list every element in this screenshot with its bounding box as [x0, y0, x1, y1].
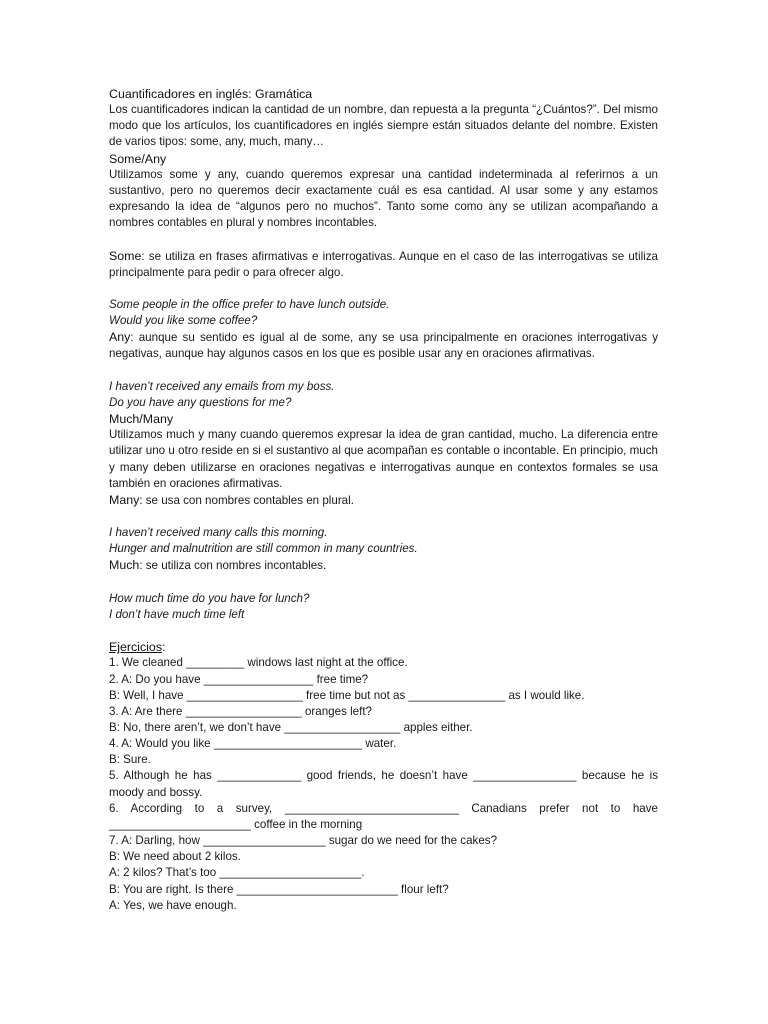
spacer — [109, 623, 658, 639]
much-many-paragraph: Utilizamos much y many cuando queremos expresar la idea de gran cantidad, mucho. La diferencia entre utilizar uno u otro reside en si el sustantivo al que acompañan es contable o incontable. En principio, much y many deben utilizarse en oraciones negativas e interrogativas aunque en contextos formales se usa también en oraciones afirmativas. — [109, 428, 658, 490]
any-paragraph — [109, 329, 658, 362]
spacer — [109, 509, 658, 525]
exercise-line: B: Well, I have __________________ free time but not as _______________ as I would like. — [109, 688, 585, 702]
exercise-line: B: You are right. Is there _________________________ flour left? — [109, 882, 449, 896]
much-term: Much — [109, 558, 140, 573]
any-description: : aunque su sentido es igual al de some, any se usa principalmente en oraciones interrogativas y negativas, aunque hay algunos casos en los que es posible usar any en oraciones afirmativas. — [109, 331, 658, 361]
much-example-2: I don’t have much time left — [109, 607, 245, 621]
document-page — [109, 86, 658, 914]
many-term: Many — [109, 492, 140, 507]
exercise-line: 5. Although he has _____________ good friends, he doesn’t have ________________ because he is moody and bossy. — [109, 769, 658, 799]
spacer — [109, 231, 658, 247]
some-example-2: Would you like some coffee? — [109, 314, 258, 328]
exercise-line: 1. We cleaned _________ windows last night at the office. — [109, 656, 408, 670]
many-description: : se usa con nombres contables en plural. — [139, 493, 354, 507]
much-description: : se utiliza con nombres incontables. — [139, 559, 327, 573]
exercise-line: 7. A: Darling, how ___________________ sugar do we need for the cakes? — [109, 834, 498, 848]
some-any-heading: Some/Any — [109, 151, 167, 166]
exercise-line: B: Sure. — [109, 753, 151, 767]
some-description: : se utiliza en frases afirmativas e interrogativas. Aunque en el caso de las interrogativas se utiliza principalmente para pedir o para ofrecer algo. — [109, 249, 658, 279]
some-term: Some — [109, 248, 142, 263]
document-title: Cuantificadores en inglés: Gramática — [109, 87, 313, 101]
any-term: Any — [109, 330, 131, 345]
exercise-line: 6. According to a survey, ___________________________ Canadians prefer not to have ______________________ coffee in the morning — [109, 801, 658, 831]
exercise-line: 4. A: Would you like _______________________ water. — [109, 737, 397, 751]
much-paragraph — [109, 557, 658, 574]
exercise-line: B: No, there aren’t, we don’t have __________________ apples either. — [109, 721, 473, 734]
exercise-line: 2. A: Do you have _________________ free time? — [109, 672, 369, 686]
exercises-heading — [109, 639, 658, 655]
some-any-paragraph: Utilizamos some y any, cuando queremos expresar una cantidad indeterminada al referirnos a un sustantivo, pero no queremos decir exactamente cuál es esa cantidad. Al usar some y any estamos expresando la idea de “algunos pero no muchos”. Tanto some como any se utilizan acompañando a nombres contables en plural y nombres incontables. — [109, 167, 658, 230]
exercise-line: 3. A: Are there __________________ oranges left? — [109, 704, 373, 718]
any-example-2: Do you have any questions for me? — [109, 395, 292, 409]
exercises-heading-colon: : — [162, 640, 166, 655]
spacer — [109, 281, 658, 297]
some-example-1: Some people in the office prefer to have lunch outside. — [109, 298, 390, 311]
much-many-heading: Much/Many — [109, 412, 174, 427]
some-paragraph — [109, 248, 658, 281]
many-example-2: Hunger and malnutrition are still common in many countries. — [109, 542, 418, 556]
exercise-line: A: Yes, we have enough. — [109, 898, 237, 912]
exercise-line: A: 2 kilos? That’s too ______________________. — [109, 866, 365, 880]
many-paragraph — [109, 492, 658, 509]
spacer — [109, 363, 658, 379]
intro-paragraph: Los cuantificadores indican la cantidad de un nombre, dan repuesta a la pregunta “¿Cuántos?”. Del mismo modo que los artículos, los cuantificadores en inglés siempre están situados delante del nombre. Existen de varios tipos: some, any, much, many… — [109, 103, 658, 149]
many-example-1: I haven’t received many calls this morning. — [109, 526, 328, 540]
any-example-1: I haven’t received any emails from my boss. — [109, 379, 335, 393]
exercise-line: B: We need about 2 kilos. — [109, 850, 241, 864]
spacer — [109, 575, 658, 591]
much-example-1: How much time do you have for lunch? — [109, 591, 310, 605]
exercises-heading-label: Ejercicios — [109, 640, 163, 655]
